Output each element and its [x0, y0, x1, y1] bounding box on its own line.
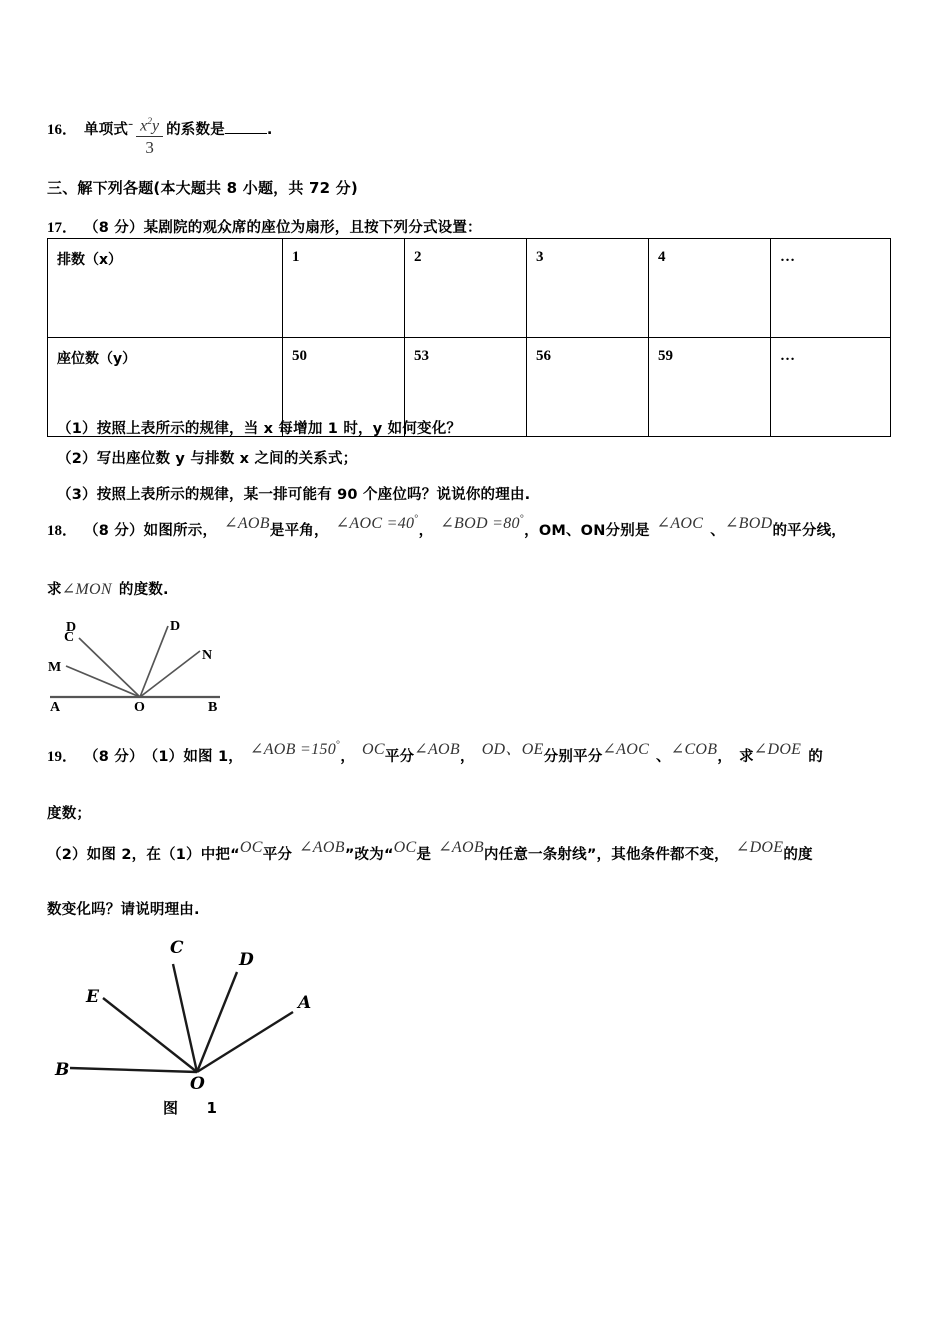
ray-oc	[79, 638, 140, 697]
q16-stem: 单项式	[84, 122, 129, 138]
q18-text-6: 的平分线，	[772, 523, 846, 539]
figure-19-label-c: C	[170, 938, 184, 958]
q19-p2-text-6: 的度	[783, 847, 813, 863]
question-18-line-2	[47, 578, 169, 599]
q19-p2-text-5: 内任意一条射线”，其他条件都不变，	[483, 847, 729, 863]
figure-19-label-d: D	[239, 950, 254, 970]
question-19-line-3	[47, 839, 813, 864]
table-row	[48, 239, 891, 338]
cell-y-3: 56	[527, 338, 649, 437]
q16-tail: 的系数是	[166, 122, 225, 138]
q19-p2-math-aob-1: ∠AOB	[299, 839, 345, 856]
figure-18-label-m: M	[48, 660, 62, 675]
question-17	[47, 216, 482, 237]
q19-text-4: 、	[656, 749, 671, 765]
q18-math-aoc-value: ∠AOC =40°	[335, 513, 419, 532]
figure-19-caption-text: 图	[163, 1099, 179, 1117]
ray-od	[197, 972, 237, 1072]
q16-period: .	[266, 122, 273, 138]
q18-comma-1: ，	[418, 523, 434, 539]
cell-y-2: 53	[405, 338, 527, 437]
q17-stem: 某剧院的观众席的座位为扇形，且按下列分式设置：	[143, 220, 482, 236]
q18-rays-om-on: OM、ON	[538, 523, 606, 539]
seat-table	[47, 238, 891, 437]
q19-p2-text-4: 是	[416, 847, 432, 863]
figure-19-label-b: B	[55, 1060, 70, 1080]
q19-p2-math-doe: ∠DOE	[735, 839, 784, 856]
q18-line2-pre: 求	[47, 582, 62, 598]
question-16	[47, 118, 273, 162]
q19-math-aob: ∠AOB	[414, 741, 460, 758]
cell-y-1: 50	[283, 338, 405, 437]
ray-ob	[70, 1068, 197, 1072]
figure-18-label-o: O	[134, 700, 145, 715]
q19-number: 19．	[47, 749, 78, 765]
q19-math-oc: OC	[362, 741, 385, 758]
q18-text-4: 分别是	[605, 523, 650, 539]
q19-p2-math-oc-2: OC	[393, 839, 417, 856]
q19-comma-2: ，	[459, 749, 475, 765]
q18-comma-2: ，	[524, 523, 539, 539]
q18-line2-post: 的度数.	[118, 582, 169, 598]
q18-points: （8 分）	[84, 523, 144, 539]
q16-fraction-numerator	[136, 117, 163, 137]
q18-math-bod: ∠BOD	[724, 515, 773, 532]
q19-p2-text-2: 平分	[262, 847, 293, 863]
q19-points: （8 分）	[84, 749, 144, 765]
q17-sub-question-1: （1）按照上表所示的规律，当 x 每增加 1 时，y 如何变化？	[57, 421, 462, 437]
q16-fraction	[136, 117, 163, 158]
q19-math-doe: ∠DOE	[753, 741, 802, 758]
figure-19-caption-number: 1	[206, 1099, 217, 1117]
q17-sub-question-2: （2）写出座位数 y 与排数 x 之间的关系式；	[57, 451, 358, 467]
q18-math-mon: ∠MON	[61, 581, 112, 598]
figure-19-label-e: E	[86, 987, 99, 1007]
figure-19-caption	[163, 1097, 217, 1118]
q16-numerator-y: y	[151, 117, 160, 134]
q18-math-aoc: ∠AOC	[656, 515, 704, 532]
q19-math-aob-value: ∠AOB =150°	[250, 739, 341, 758]
cell-x-1: 1	[283, 239, 405, 338]
q16-minus-sign: -	[128, 116, 134, 132]
q19-p2-math-aob-2: ∠AOB	[438, 839, 484, 856]
q19-text-1: 如图 1，	[183, 749, 243, 765]
q19-math-cob: ∠COB	[670, 741, 718, 758]
q19-math-aoc: ∠AOC	[602, 741, 650, 758]
q18-text-2: 是平角，	[269, 523, 329, 539]
q19-text-3: 分别平分	[543, 749, 603, 765]
question-19-line-1	[47, 739, 823, 766]
question-18-line-1	[47, 513, 846, 540]
q18-text-1: 如图所示，	[143, 523, 218, 539]
q17-sub-question-3: （3）按照上表所示的规律，某一排可能有 90 个座位吗？说说你的理由.	[57, 487, 531, 503]
figure-19-label-o: O	[190, 1074, 205, 1094]
q16-answer-blank[interactable]	[225, 120, 267, 134]
cell-y-ellipsis: …	[771, 338, 891, 437]
ray-oa	[197, 1012, 293, 1072]
q16-fraction-denominator: 3	[145, 138, 154, 157]
q19-part2-tag: （2）	[47, 847, 87, 863]
cell-y-4: 59	[649, 338, 771, 437]
q18-number: 18．	[47, 523, 78, 539]
question-19-line-4: 数变化吗？请说明理由.	[47, 902, 200, 918]
figure-18-label-n: N	[202, 648, 213, 663]
ray-om	[66, 666, 140, 697]
q19-text-5: 求	[739, 749, 754, 765]
figure-18-label-b: B	[208, 700, 218, 715]
q18-math-bod-value: ∠BOD =80°	[440, 513, 525, 532]
section-3-heading: 三、解下列各题(本大题共 8 小题，共 72 分)	[47, 179, 358, 197]
q19-p2-text-1: 如图 2，在（1）中把“	[86, 847, 240, 863]
q16-numerator-x: x	[140, 117, 148, 134]
q17-points: （8 分）	[84, 220, 144, 236]
cell-x-3: 3	[527, 239, 649, 338]
q18-text-5: 、	[710, 523, 725, 539]
figure-18-label-D: D	[66, 620, 77, 635]
row-header-rows: 排数（x）	[48, 239, 283, 338]
q16-number: 16．	[47, 122, 78, 138]
cell-x-2: 2	[405, 239, 527, 338]
q19-math-od-oe: OD、OE	[481, 741, 544, 758]
q19-p2-math-oc-1: OC	[239, 839, 263, 856]
question-19-line-2: 度数；	[47, 806, 92, 822]
q16-numerator-exponent: 2	[147, 116, 152, 127]
figure-18-label-c: C	[64, 630, 75, 645]
cell-x-4: 4	[649, 239, 771, 338]
figure-18-label-a: A	[50, 700, 61, 715]
q19-comma-3: ，	[717, 749, 733, 765]
q19-text-6: 的	[808, 749, 823, 765]
q19-part1-tag: （1）	[143, 749, 184, 765]
row-header-seats: 座位数（y）	[48, 338, 283, 437]
q17-number: 17．	[47, 220, 78, 236]
cell-x-ellipsis: …	[771, 239, 891, 338]
q19-text-2: 平分	[384, 749, 415, 765]
q18-math-aob: ∠AOB	[224, 515, 270, 532]
figure-18-label-d: D	[170, 619, 181, 634]
q19-comma-1: ，	[340, 749, 356, 765]
q19-p2-text-3: ”改为“	[344, 847, 394, 863]
figure-19-label-a: A	[298, 993, 312, 1013]
